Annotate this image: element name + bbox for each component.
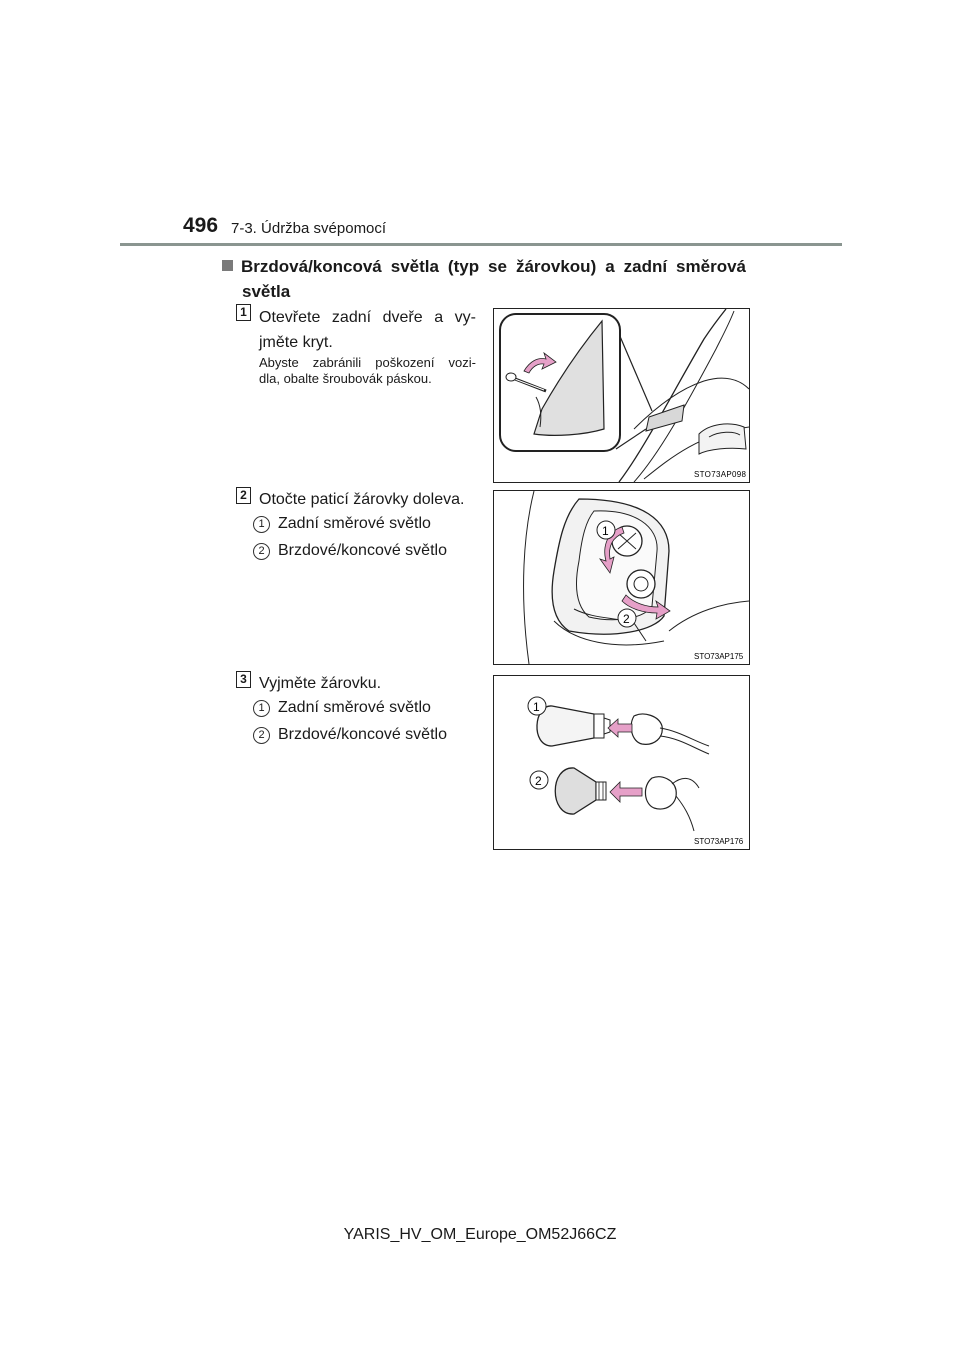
step-3-item-1-label: Zadní směrové světlo: [278, 699, 431, 716]
figure-code-2: STO73AP175: [694, 652, 744, 661]
marker-2-icon: 2: [253, 543, 270, 560]
step-2-text: Otočte paticí žárovky doleva.: [259, 491, 465, 508]
figure-remove-bulb: [493, 675, 750, 850]
step-1-text-line-2: jměte kryt.: [259, 334, 333, 351]
callout-2: 2: [535, 774, 542, 788]
figure-remove-cover: [493, 308, 750, 483]
figure-code-3: STO73AP176: [694, 837, 744, 846]
step-2-item-1: [253, 514, 431, 534]
bulb-socket-illustration: [494, 491, 749, 664]
marker-2-icon: 2: [253, 727, 270, 744]
step-3-item-1: [253, 698, 431, 718]
marker-1-icon: 1: [253, 700, 270, 717]
step-3-item-2: [253, 725, 447, 745]
callout-1: 1: [533, 700, 540, 714]
bullet-square-icon: [222, 260, 233, 271]
document-code: YARIS_HV_OM_Europe_OM52J66CZ: [343, 1226, 617, 1243]
section-title: 7-3. Údržba svépomocí: [231, 220, 387, 237]
step-number-1: 1: [236, 304, 251, 321]
figure-code-1: STO73AP098: [694, 470, 747, 479]
step-number-2: 2: [236, 487, 251, 504]
step-3-text: Vyjměte žárovku.: [259, 675, 382, 692]
step-1-note-line-2: dla, obalte šroubovák páskou.: [259, 371, 432, 386]
step-2-item-1-label: Zadní směrové světlo: [278, 515, 431, 532]
heading-line-1: Brzdová/koncová světla (typ se žárovkou) a zadní směrová: [241, 257, 746, 276]
callout-2: 2: [623, 612, 630, 626]
step-number-3: 3: [236, 671, 251, 688]
marker-1-icon: 1: [253, 516, 270, 533]
figure-turn-socket: [493, 490, 750, 665]
step-3-item-2-label: Brzdové/koncové světlo: [278, 726, 447, 743]
header-divider: [120, 243, 842, 246]
page-number: 496: [183, 214, 219, 237]
step-2-item-2-label: Brzdové/koncové světlo: [278, 542, 447, 559]
bulbs-illustration: [494, 676, 749, 849]
heading-line-2: světla: [242, 282, 291, 301]
tailgate-cover-illustration: [494, 309, 749, 482]
step-2-item-2: [253, 541, 447, 561]
section-heading: [222, 254, 746, 304]
callout-1: 1: [602, 524, 609, 538]
step-1-text-line-1: Otevřete zadní dveře a vy-: [259, 309, 476, 326]
step-1-note-line-1: Abyste zabránili poškození vozi-: [259, 355, 476, 370]
